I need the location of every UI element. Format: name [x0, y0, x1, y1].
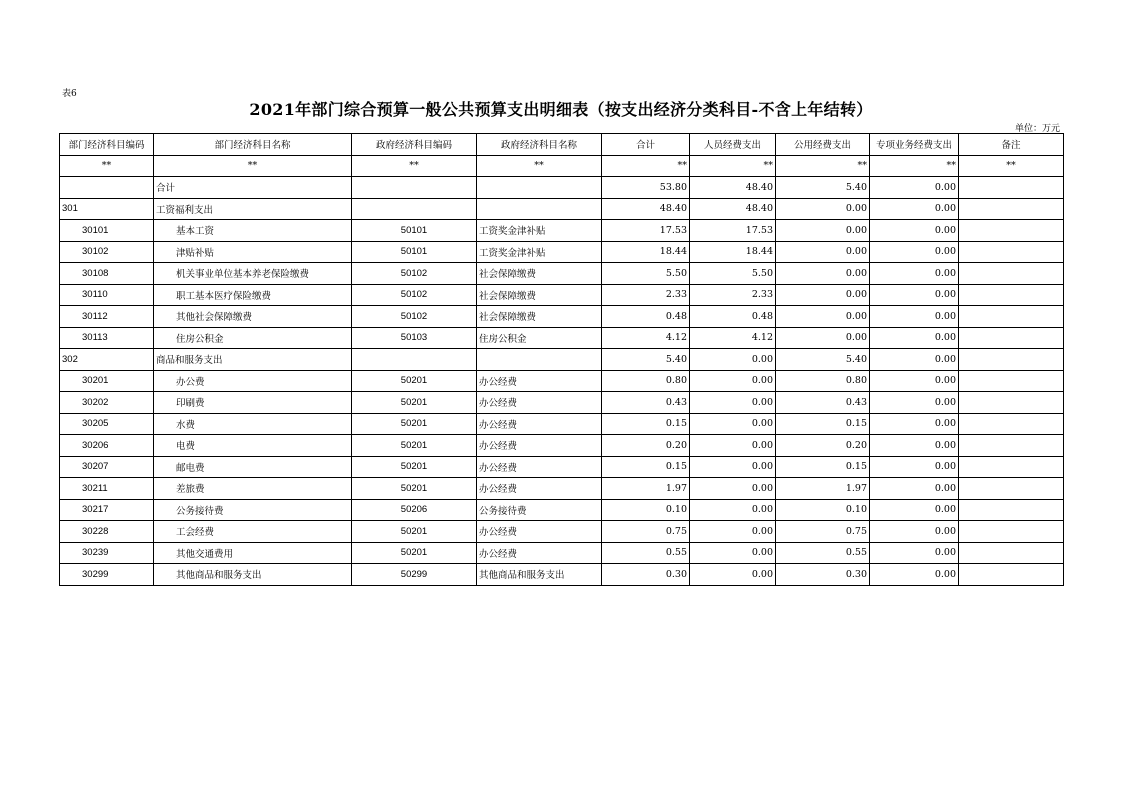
public-cell: 5.40 — [776, 177, 870, 199]
gov-name-cell: 办公经费 — [477, 413, 602, 435]
total-cell: 0.48 — [602, 306, 690, 328]
public-cell: 0.00 — [776, 284, 870, 306]
special-cell: 0.00 — [870, 521, 959, 543]
gov-code-cell: 50102 — [352, 284, 477, 306]
header-cell-personnel: 人员经费支出 — [690, 134, 776, 156]
gov-code-cell: 50101 — [352, 220, 477, 242]
gov-code-cell: 50201 — [352, 370, 477, 392]
gov-name-cell — [477, 198, 602, 220]
total-cell: 0.10 — [602, 499, 690, 521]
dept-name-cell: 商品和服务支出 — [154, 349, 352, 371]
table-row — [60, 370, 1064, 392]
dept-name-cell: 其他商品和服务支出 — [154, 564, 352, 586]
total-cell: 0.15 — [602, 456, 690, 478]
dept-name-cell: 合计 — [154, 177, 352, 199]
gov-code-cell — [352, 198, 477, 220]
note-cell — [959, 349, 1064, 371]
gov-name-cell: 工资奖金津补贴 — [477, 220, 602, 242]
note-cell — [959, 521, 1064, 543]
star-cell: ** — [690, 155, 776, 177]
header-row — [60, 134, 1064, 156]
header-cell-note: 备注 — [959, 134, 1064, 156]
table-row — [60, 177, 1064, 199]
gov-name-cell: 办公经费 — [477, 392, 602, 414]
dept-name-cell: 公务接待费 — [154, 499, 352, 521]
unit-label: 单位：万元 — [1014, 124, 1060, 134]
public-cell: 0.20 — [776, 435, 870, 457]
personnel-cell: 0.00 — [690, 349, 776, 371]
dept-code-cell: 30110 — [60, 284, 154, 306]
dept-code-cell: 30299 — [60, 564, 154, 586]
public-cell: 0.00 — [776, 306, 870, 328]
dept-code-cell: 30206 — [60, 435, 154, 457]
public-cell: 0.75 — [776, 521, 870, 543]
special-cell: 0.00 — [870, 263, 959, 285]
personnel-cell: 0.00 — [690, 499, 776, 521]
personnel-cell: 0.00 — [690, 478, 776, 500]
gov-name-cell: 社会保障缴费 — [477, 284, 602, 306]
personnel-cell: 48.40 — [690, 177, 776, 199]
dept-code-cell: 30101 — [60, 220, 154, 242]
gov-code-cell: 50102 — [352, 306, 477, 328]
public-cell: 0.15 — [776, 413, 870, 435]
special-cell: 0.00 — [870, 349, 959, 371]
dept-name-cell: 电费 — [154, 435, 352, 457]
gov-code-cell: 50101 — [352, 241, 477, 263]
total-cell: 0.55 — [602, 542, 690, 564]
special-cell: 0.00 — [870, 306, 959, 328]
gov-code-cell: 50201 — [352, 456, 477, 478]
total-cell: 0.30 — [602, 564, 690, 586]
personnel-cell: 2.33 — [690, 284, 776, 306]
note-cell — [959, 327, 1064, 349]
total-cell: 0.15 — [602, 413, 690, 435]
gov-name-cell: 社会保障缴费 — [477, 263, 602, 285]
dept-code-cell: 30102 — [60, 241, 154, 263]
note-cell — [959, 241, 1064, 263]
dept-code-cell: 30108 — [60, 263, 154, 285]
gov-name-cell — [477, 177, 602, 199]
gov-code-cell — [352, 177, 477, 199]
dept-code-cell: 30205 — [60, 413, 154, 435]
special-cell: 0.00 — [870, 220, 959, 242]
personnel-cell: 0.00 — [690, 564, 776, 586]
special-cell: 0.00 — [870, 499, 959, 521]
note-cell — [959, 435, 1064, 457]
gov-code-cell: 50206 — [352, 499, 477, 521]
page-label: 表6 — [62, 89, 77, 99]
personnel-cell: 5.50 — [690, 263, 776, 285]
table-row — [60, 456, 1064, 478]
table-row — [60, 413, 1064, 435]
star-cell: ** — [154, 155, 352, 177]
star-cell: ** — [776, 155, 870, 177]
public-cell: 0.10 — [776, 499, 870, 521]
special-cell: 0.00 — [870, 241, 959, 263]
gov-name-cell: 办公经费 — [477, 542, 602, 564]
gov-code-cell: 50103 — [352, 327, 477, 349]
dept-name-cell: 工资福利支出 — [154, 198, 352, 220]
star-cell: ** — [352, 155, 477, 177]
gov-name-cell: 办公经费 — [477, 478, 602, 500]
gov-name-cell: 公务接待费 — [477, 499, 602, 521]
table-row — [60, 542, 1064, 564]
public-cell: 0.00 — [776, 327, 870, 349]
public-cell: 5.40 — [776, 349, 870, 371]
personnel-cell: 18.44 — [690, 241, 776, 263]
note-cell — [959, 478, 1064, 500]
gov-name-cell: 办公经费 — [477, 521, 602, 543]
star-cell: ** — [870, 155, 959, 177]
personnel-cell: 17.53 — [690, 220, 776, 242]
gov-name-cell: 工资奖金津补贴 — [477, 241, 602, 263]
star-cell: ** — [477, 155, 602, 177]
public-cell: 0.00 — [776, 241, 870, 263]
dept-name-cell: 邮电费 — [154, 456, 352, 478]
header-cell-total: 合计 — [602, 134, 690, 156]
dept-name-cell: 水费 — [154, 413, 352, 435]
table-row — [60, 220, 1064, 242]
dept-code-cell: 30201 — [60, 370, 154, 392]
note-cell — [959, 198, 1064, 220]
note-cell — [959, 542, 1064, 564]
special-cell: 0.00 — [870, 435, 959, 457]
total-cell: 18.44 — [602, 241, 690, 263]
note-cell — [959, 456, 1064, 478]
total-cell: 0.75 — [602, 521, 690, 543]
special-cell: 0.00 — [870, 392, 959, 414]
total-cell: 0.80 — [602, 370, 690, 392]
dept-name-cell: 差旅费 — [154, 478, 352, 500]
public-cell: 1.97 — [776, 478, 870, 500]
dept-code-cell: 30207 — [60, 456, 154, 478]
star-cell: ** — [959, 155, 1064, 177]
special-cell: 0.00 — [870, 370, 959, 392]
public-cell: 0.15 — [776, 456, 870, 478]
note-cell — [959, 263, 1064, 285]
personnel-cell: 0.00 — [690, 542, 776, 564]
special-cell: 0.00 — [870, 542, 959, 564]
dept-code-cell: 301 — [60, 198, 154, 220]
note-cell — [959, 284, 1064, 306]
dept-name-cell: 津贴补贴 — [154, 241, 352, 263]
gov-name-cell: 办公经费 — [477, 370, 602, 392]
gov-name-cell: 社会保障缴费 — [477, 306, 602, 328]
table-body — [60, 177, 1064, 586]
dept-code-cell: 30202 — [60, 392, 154, 414]
header-cell-special: 专项业务经费支出 — [870, 134, 959, 156]
table-row — [60, 392, 1064, 414]
dept-code-cell: 302 — [60, 349, 154, 371]
budget-table — [59, 133, 1064, 586]
special-cell: 0.00 — [870, 478, 959, 500]
total-cell: 48.40 — [602, 198, 690, 220]
personnel-cell: 0.00 — [690, 521, 776, 543]
personnel-cell: 48.40 — [690, 198, 776, 220]
dept-code-cell: 30217 — [60, 499, 154, 521]
header-cell-gov-code: 政府经济科目编码 — [352, 134, 477, 156]
personnel-cell: 0.00 — [690, 435, 776, 457]
total-cell: 17.53 — [602, 220, 690, 242]
table-row — [60, 241, 1064, 263]
table-header — [60, 134, 1064, 177]
header-cell-gov-name: 政府经济科目名称 — [477, 134, 602, 156]
table-row — [60, 499, 1064, 521]
note-cell — [959, 392, 1064, 414]
table-row — [60, 284, 1064, 306]
special-cell: 0.00 — [870, 198, 959, 220]
note-cell — [959, 370, 1064, 392]
note-cell — [959, 564, 1064, 586]
total-cell: 0.43 — [602, 392, 690, 414]
special-cell: 0.00 — [870, 177, 959, 199]
header-cell-public: 公用经费支出 — [776, 134, 870, 156]
gov-code-cell: 50201 — [352, 521, 477, 543]
public-cell: 0.30 — [776, 564, 870, 586]
special-cell: 0.00 — [870, 564, 959, 586]
note-cell — [959, 177, 1064, 199]
table-row — [60, 198, 1064, 220]
dept-name-cell: 住房公积金 — [154, 327, 352, 349]
header-cell-dept-name: 部门经济科目名称 — [154, 134, 352, 156]
special-cell: 0.00 — [870, 284, 959, 306]
dept-name-cell: 职工基本医疗保险缴费 — [154, 284, 352, 306]
public-cell: 0.80 — [776, 370, 870, 392]
gov-name-cell: 住房公积金 — [477, 327, 602, 349]
total-cell: 5.40 — [602, 349, 690, 371]
header-cell-dept-code: 部门经济科目编码 — [60, 134, 154, 156]
dept-code-cell: 30211 — [60, 478, 154, 500]
star-cell: ** — [60, 155, 154, 177]
public-cell: 0.00 — [776, 263, 870, 285]
dept-name-cell: 工会经费 — [154, 521, 352, 543]
dept-code-cell: 30239 — [60, 542, 154, 564]
special-cell: 0.00 — [870, 327, 959, 349]
dept-code-cell: 30112 — [60, 306, 154, 328]
personnel-cell: 4.12 — [690, 327, 776, 349]
total-cell: 53.80 — [602, 177, 690, 199]
total-cell: 1.97 — [602, 478, 690, 500]
table-row — [60, 306, 1064, 328]
star-cell: ** — [602, 155, 690, 177]
table-row — [60, 478, 1064, 500]
gov-code-cell: 50201 — [352, 413, 477, 435]
gov-code-cell: 50201 — [352, 478, 477, 500]
dept-name-cell: 机关事业单位基本养老保险缴费 — [154, 263, 352, 285]
total-cell: 5.50 — [602, 263, 690, 285]
table-row — [60, 435, 1064, 457]
gov-code-cell: 50102 — [352, 263, 477, 285]
dept-name-cell: 办公费 — [154, 370, 352, 392]
special-cell: 0.00 — [870, 413, 959, 435]
public-cell: 0.55 — [776, 542, 870, 564]
personnel-cell: 0.48 — [690, 306, 776, 328]
dept-name-cell: 其他交通费用 — [154, 542, 352, 564]
total-cell: 0.20 — [602, 435, 690, 457]
note-cell — [959, 220, 1064, 242]
dept-code-cell — [60, 177, 154, 199]
personnel-cell: 0.00 — [690, 456, 776, 478]
gov-name-cell — [477, 349, 602, 371]
gov-code-cell: 50299 — [352, 564, 477, 586]
dept-name-cell: 基本工资 — [154, 220, 352, 242]
gov-code-cell: 50201 — [352, 435, 477, 457]
table-row — [60, 327, 1064, 349]
table-row — [60, 521, 1064, 543]
gov-name-cell: 办公经费 — [477, 456, 602, 478]
dept-name-cell: 印刷费 — [154, 392, 352, 414]
dept-code-cell: 30113 — [60, 327, 154, 349]
gov-name-cell: 办公经费 — [477, 435, 602, 457]
table-row — [60, 564, 1064, 586]
total-cell: 2.33 — [602, 284, 690, 306]
dept-code-cell: 30228 — [60, 521, 154, 543]
personnel-cell: 0.00 — [690, 392, 776, 414]
note-cell — [959, 306, 1064, 328]
public-cell: 0.00 — [776, 198, 870, 220]
note-cell — [959, 413, 1064, 435]
table-row — [60, 263, 1064, 285]
personnel-cell: 0.00 — [690, 370, 776, 392]
gov-code-cell — [352, 349, 477, 371]
star-row — [60, 155, 1064, 177]
gov-name-cell: 其他商品和服务支出 — [477, 564, 602, 586]
note-cell — [959, 499, 1064, 521]
personnel-cell: 0.00 — [690, 413, 776, 435]
total-cell: 4.12 — [602, 327, 690, 349]
gov-code-cell: 50201 — [352, 392, 477, 414]
public-cell: 0.43 — [776, 392, 870, 414]
dept-name-cell: 其他社会保障缴费 — [154, 306, 352, 328]
table-row — [60, 349, 1064, 371]
public-cell: 0.00 — [776, 220, 870, 242]
special-cell: 0.00 — [870, 456, 959, 478]
page-title: 2021年部门综合预算一般公共预算支出明细表（按支出经济分类科目-不含上年结转） — [249, 100, 873, 119]
gov-code-cell: 50201 — [352, 542, 477, 564]
